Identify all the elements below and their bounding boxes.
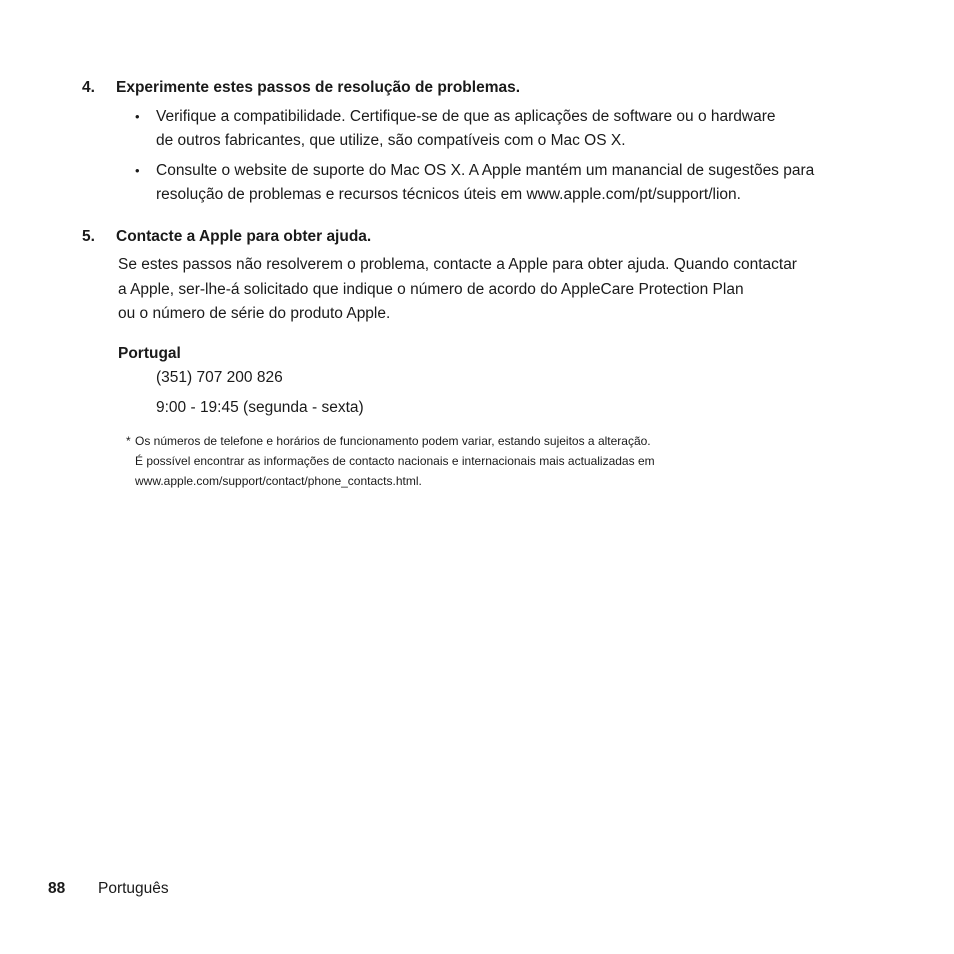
bullet-support-website-text: Consulte o website de suporte do Mac OS X. A Apple mantém um manancial de sugestões para resolução de problemas e recursos técnicos úteis em www.apple.com/pt/support/lion. (156, 162, 815, 203)
footnote-marker: * (126, 434, 131, 448)
page-number: 88 (48, 880, 66, 897)
footer-language: Português (98, 880, 169, 897)
step-4-number: 4. (82, 79, 95, 96)
bullet-support-website (135, 159, 880, 207)
step-4-title: Experimente estes passos de resolução de problemas. (116, 79, 521, 96)
bullet-dot: • (135, 109, 140, 124)
bullet-dot: • (135, 163, 140, 178)
contact-country: Portugal (118, 345, 181, 362)
page-footer (48, 879, 169, 899)
contact-hours: 9:00 - 19:45 (segunda - sexta) (156, 399, 364, 416)
step-5-number: 5. (82, 228, 95, 245)
step-5-title: Contacte a Apple para obter ajuda. (116, 228, 372, 245)
bullet-compatibility (135, 105, 880, 153)
footnote-text: Os números de telefone e horários de funcionamento podem variar, estando sujeitos a alteração. É possível encontrar as informações de contacto nacionais e internacionais mais actualizadas em www.apple.com/support/contact/phone_contacts.html. (135, 434, 655, 488)
bullet-compatibility-text: Verifique a compatibilidade. Certifique-se de que as aplicações de software ou o hardware de outros fabricantes, que utilize, são compatíveis com o Mac OS X. (156, 108, 776, 149)
contact-apple-paragraph: Se estes passos não resolverem o problema, contacte a Apple para obter ajuda. Quando contactar a Apple, ser-lhe-á solicitado que indique o número de acordo do AppleCare Protection Plan ou o número de série do produto Apple. (118, 256, 797, 322)
contact-phone: (351) 707 200 826 (156, 369, 283, 386)
step-5-heading (82, 227, 371, 247)
footnote (126, 431, 746, 491)
step-4-heading (82, 78, 520, 98)
